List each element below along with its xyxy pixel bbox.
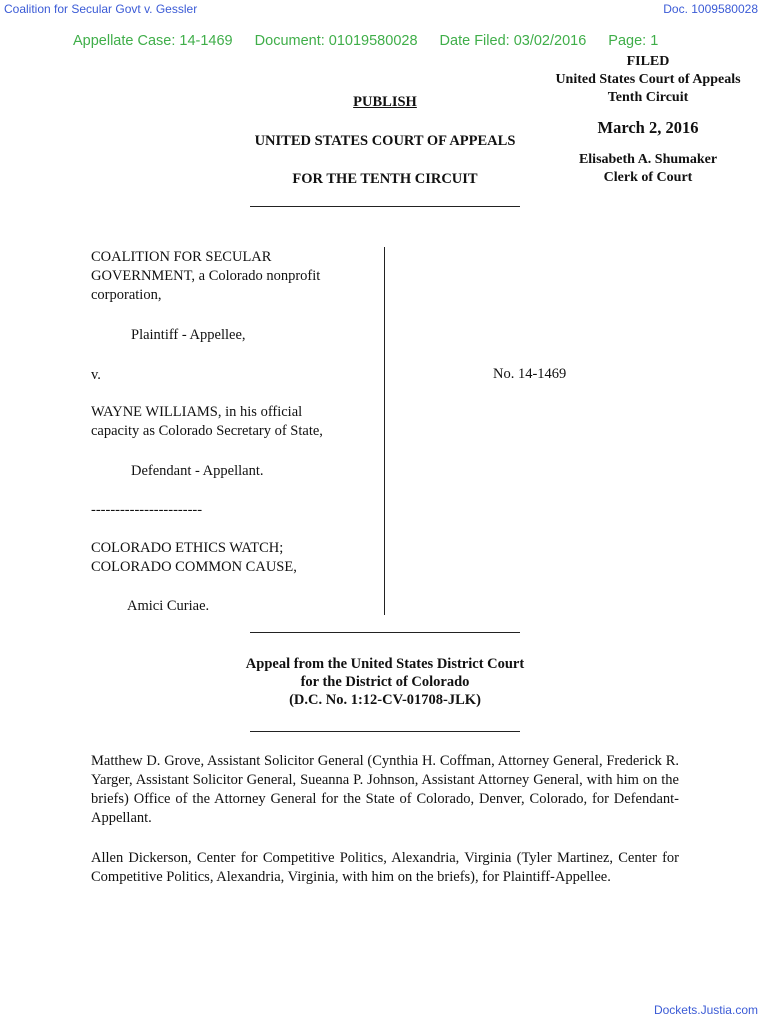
publish-heading: PUBLISH bbox=[353, 94, 417, 110]
filed-court: United States Court of Appeals bbox=[555, 72, 741, 87]
divider bbox=[250, 206, 520, 207]
appeal-block bbox=[200, 655, 570, 709]
divider bbox=[250, 731, 520, 732]
appeal-line: (D.C. No. 1:12-CV-01708-JLK) bbox=[289, 692, 481, 708]
defendant-line: WAYNE WILLIAMS, in his official bbox=[91, 404, 303, 420]
amici-line: COLORADO ETHICS WATCH; bbox=[91, 540, 284, 556]
plaintiff-line: COALITION FOR SECULAR bbox=[91, 249, 272, 265]
appellate-case: Appellate Case: 14-1469 bbox=[73, 33, 233, 49]
filed-date: March 2, 2016 bbox=[597, 118, 699, 137]
case-title-link[interactable]: Coalition for Secular Govt v. Gessler bbox=[4, 2, 198, 16]
court-heading: UNITED STATES COURT OF APPEALS bbox=[254, 133, 516, 149]
case-number: No. 14-1469 bbox=[493, 366, 567, 382]
amici-role: Amici Curiae. bbox=[127, 598, 210, 614]
counsel-paragraph: Allen Dickerson, Center for Competitive Politics, Alexandria, Virginia (Tyler Martinez, Center for Competitive Politics, Alexandria, Virginia, with him on the briefs), for Plaintiff-Appellee. bbox=[91, 850, 679, 885]
page-number: Page: 1 bbox=[608, 33, 659, 49]
filed-stamp bbox=[533, 53, 763, 187]
caption-vertical-line bbox=[384, 247, 385, 615]
circuit-heading: FOR THE TENTH CIRCUIT bbox=[292, 171, 478, 187]
defendant-block bbox=[91, 403, 381, 441]
appeal-line: for the District of Colorado bbox=[300, 674, 470, 690]
filing-header bbox=[73, 33, 676, 49]
plaintiff-line: GOVERNMENT, a Colorado nonprofit bbox=[91, 268, 321, 284]
filed-label: FILED bbox=[626, 54, 670, 69]
filed-circuit: Tenth Circuit bbox=[607, 90, 689, 105]
clerk-title: Clerk of Court bbox=[603, 170, 693, 185]
justia-footer-link[interactable]: Dockets.Justia.com bbox=[653, 1003, 758, 1017]
doc-number-link[interactable]: Doc. 1009580028 bbox=[663, 2, 758, 16]
appeal-line: Appeal from the United States District Court bbox=[245, 656, 525, 672]
caption-separator: ----------------------- bbox=[91, 502, 203, 518]
plaintiff-block bbox=[91, 248, 381, 305]
plaintiff-line: corporation, bbox=[91, 287, 162, 303]
clerk-name: Elisabeth A. Shumaker bbox=[578, 152, 718, 167]
divider bbox=[250, 632, 520, 633]
defendant-line: capacity as Colorado Secretary of State, bbox=[91, 423, 323, 439]
date-filed: Date Filed: 03/02/2016 bbox=[439, 33, 587, 49]
versus: v. bbox=[91, 367, 101, 383]
counsel-paragraph: Matthew D. Grove, Assistant Solicitor General (Cynthia H. Coffman, Attorney General, Frederick R. Yarger, Assistant Solicitor General, Sueanna P. Johnson, Assistant Attorney General, with him on the briefs) Office of the Attorney General for the State of Colorado, Denver, Colorado, for Defendant-Appellant. bbox=[91, 753, 679, 826]
amici-line: COLORADO COMMON CAUSE, bbox=[91, 559, 297, 575]
defendant-role: Defendant - Appellant. bbox=[131, 463, 264, 479]
plaintiff-role: Plaintiff - Appellee, bbox=[131, 327, 246, 343]
document-number: Document: 01019580028 bbox=[254, 33, 418, 49]
amici-block bbox=[91, 539, 381, 577]
